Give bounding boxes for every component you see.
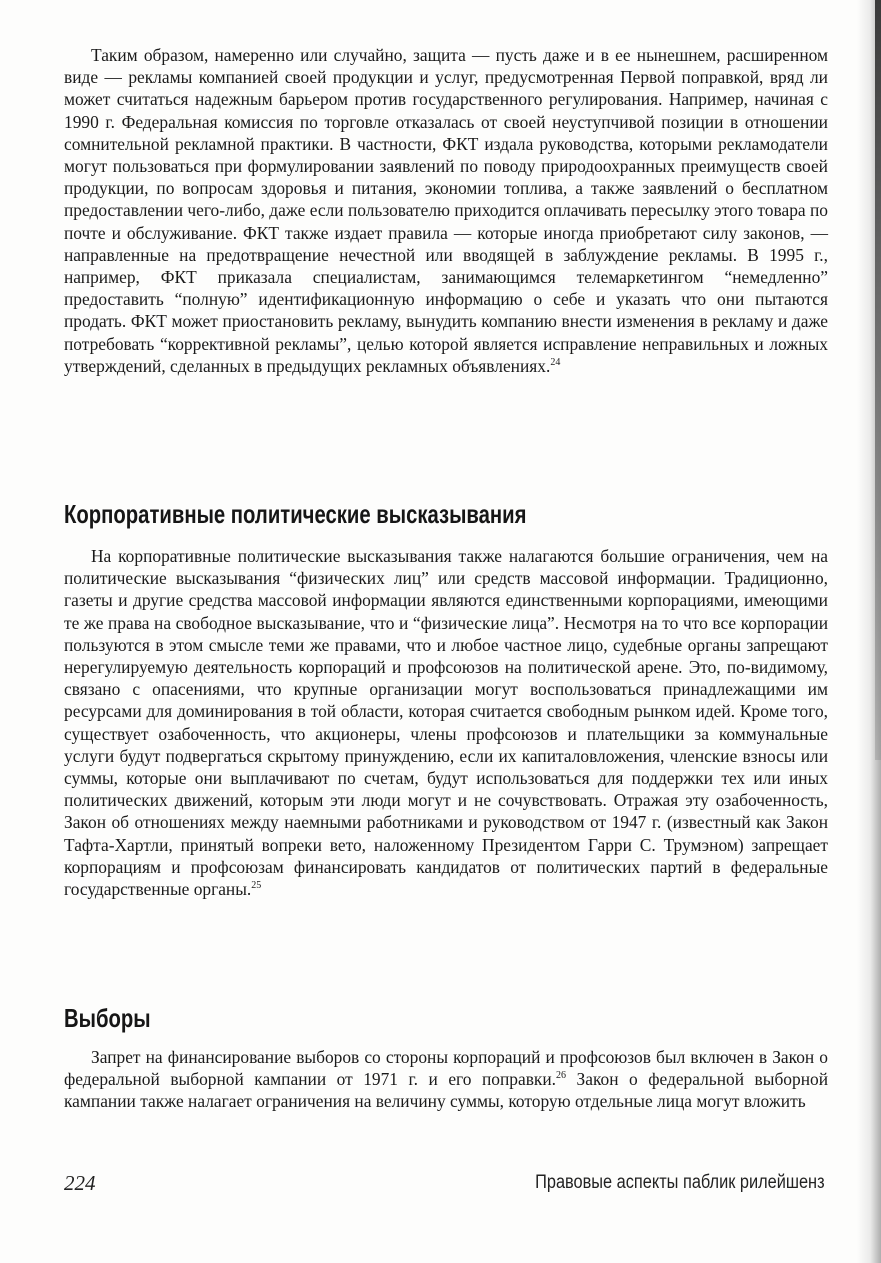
section-heading-corporate-political-speech: Корпоративные политические высказывания [64, 499, 527, 529]
paragraph-ftc-advertising [64, 44, 828, 377]
paragraph-text: На корпоративные политические высказывания также налагаются большие ограничения, чем на политические высказывания “физических лиц” или средств массовой информации. Традиционно, газеты и другие средства массовой информации являются единственными корпорациями, имеющими те же права на свободное высказывание, что и “физические лица”. Несмотря на то что все корпорации пользуются в этом смысле теми же правами, что и любое частное лицо, судебные органы запрещают нерегулируемую деятельность корпораций и профсоюзов на политической арене. Это, по-видимому, связано с опасениями, что крупные организации могут воспользоваться принадлежащими им ресурсами для доминирования в той области, которая считается свободным рынком идей. Кроме того, существует озабоченность, что акционеры, члены профсоюзов и плательщики за коммунальные услуги будут подвергаться скрытому принуждению, если их капиталовложения, членские взносы или суммы, которые они выплачивают по счетам, будут использоваться для поддержки тех или иных политических движений, которым эти люди могут и не сочувствовать. Отражая эту озабоченность, Закон об отношениях между наемными работниками и руководством от 1947 г. (известный как Закон Тафта-Хартли, принятый вопреки вето, наложенному Президентом Гарри С. Трумэном) запрещает корпорациям и профсоюзам финансировать кандидатов от политических партий в федеральные государственные органы. [64, 546, 828, 900]
footnote-marker: 24 [550, 357, 561, 369]
paragraph-text: Запрет на финансирование выборов со стороны корпораций и профсоюзов был включен в Закон о федеральной выборной кампании от 1971 г. и его поправки. [64, 1047, 828, 1090]
page-edge-dark [875, 0, 881, 760]
section-heading-elections: Выборы [64, 1003, 151, 1033]
paragraph-elections [64, 1046, 828, 1113]
running-title: Правовые аспекты паблик рилейшенз [535, 1172, 825, 1193]
footnote-marker: 25 [251, 880, 262, 892]
paragraph-text-continued: Закон о федеральной выборной кампании также налагает ограничения на величину суммы, которую отдельные лица могут вложить [64, 1069, 828, 1112]
paragraph-corporate-speech [64, 545, 828, 900]
page-number: 224 [64, 1171, 96, 1195]
footnote-marker: 26 [556, 1070, 567, 1082]
paragraph-text: Таким образом, намеренно или случайно, защита — пусть даже и в ее нынешнем, расширенном виде — рекламы компанией своей продукции и услуг, предусмотренная Первой поправкой, вряд ли может считаться надежным барьером против государственного регулирования. Например, начиная с 1990 г. Федеральная комиссия по торговле отказалась от своей неуступчивой позиции в отношении сомнительной рекламной практики. В частности, ФКТ издала руководства, которыми рекламодатели могут пользоваться при формулировании заявлений по поводу природоохранных преимуществ своей продукции, по вопросам здоровья и питания, экономии топлива, а также заявлений о бесплатном предоставлении чего-либо, даже если пользователю приходится оплачивать пересылку этого товара по почте и обслуживание. ФКТ также издает правила — которые иногда приобретают силу законов, — направленные на предотвращение нечестной или вводящей в заблуждение рекламы. В 1995 г., например, ФКТ приказала специалистам, занимающимся телемаркетингом “немедленно” предоставить “полную” идентификационную информацию о себе и указать что они пытаются продать. ФКТ может приостановить рекламу, вынудить компанию внести изменения в рекламу и даже потребовать “коррективной рекламы”, целью которой является исправление неправильных и ложных утверждений, сделанных в предыдущих рекламных объявлениях. [64, 45, 828, 376]
